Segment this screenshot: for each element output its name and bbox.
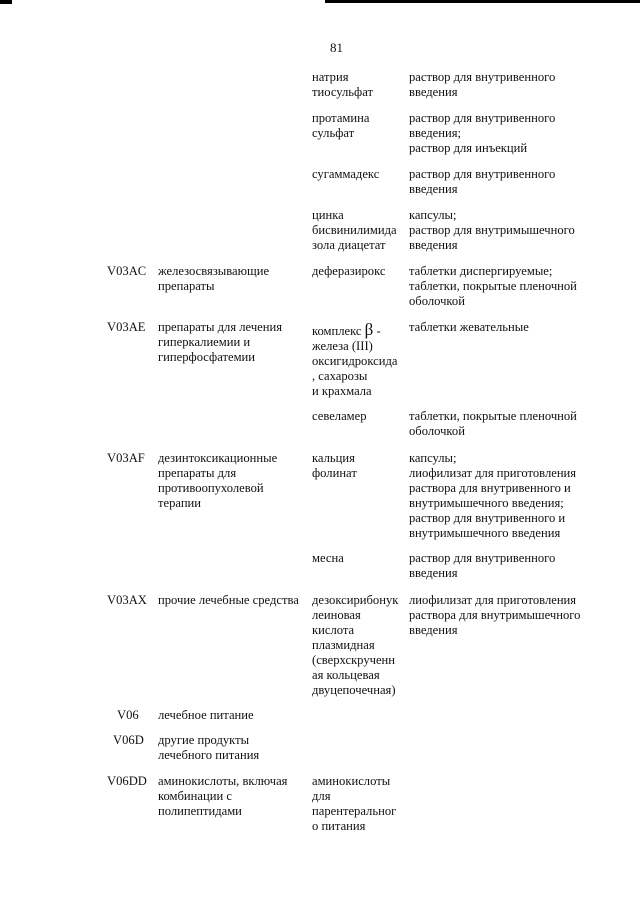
group-name: железосвязывающие препараты xyxy=(158,264,270,293)
drug-name: протамина сульфат xyxy=(312,111,370,140)
group-name: прочие лечебные средства xyxy=(158,593,299,607)
group-name: другие продукты лечебного питания xyxy=(158,733,260,762)
page-number: 81 xyxy=(330,40,343,55)
group-name: лечебное питание xyxy=(158,708,254,722)
atc-code: V03AC xyxy=(107,264,147,278)
dosage-form: таблетки, покрытые пленочной оболочкой xyxy=(409,409,577,438)
group-name: аминокислоты, включая комбинации с полипептидами xyxy=(158,774,288,818)
atc-code: V06DD xyxy=(107,774,147,788)
dosage-form: капсулы; раствор для внутримышечного введения xyxy=(409,208,575,252)
group-name: дезинтоксикационные препараты для противоопухолевой терапии xyxy=(158,451,278,510)
drug-name: натрия тиосульфат xyxy=(312,70,373,99)
dosage-form: лиофилизат для приготовления раствора для внутримышечного введения xyxy=(409,593,581,637)
group-name: препараты для лечения гиперкалиемии и гиперфосфатемии xyxy=(158,320,283,364)
dosage-form: раствор для внутривенного введения xyxy=(409,70,556,99)
dosage-form: раствор для внутривенного введения xyxy=(409,167,556,196)
scan-mark-top xyxy=(325,0,640,3)
drug-name: месна xyxy=(312,551,344,565)
atc-code: V06 xyxy=(117,708,139,722)
atc-code: V03AF xyxy=(107,451,145,465)
drug-name: сугаммадекс xyxy=(312,167,380,181)
atc-code: V03AE xyxy=(107,320,146,334)
dosage-form: таблетки жевательные xyxy=(409,320,529,334)
drug-name: севеламер xyxy=(312,409,367,423)
drug-name: аминокислоты для парентеральног о питания xyxy=(312,774,397,833)
atc-code: V06D xyxy=(113,733,144,747)
beta-symbol: β xyxy=(364,320,374,339)
atc-code: V03AX xyxy=(107,593,147,607)
scan-mark-left xyxy=(0,0,12,4)
drug-name: цинка бисвинилимида зола диацетат xyxy=(312,208,397,252)
drug-name: железа (III) оксигидроксида , сахарозы и крахмала xyxy=(312,339,398,398)
drug-name: дезоксирибонук леиновая кислота плазмидная (сверхскрученн ая кольцевая двуцепочечная) xyxy=(312,593,399,697)
drug-name-suffix: - xyxy=(373,324,381,338)
dosage-form: раствор для внутривенного введения xyxy=(409,551,556,580)
drug-name-prefix: комплекс xyxy=(312,324,365,338)
dosage-form: таблетки диспергируемые; таблетки, покрытые пленочной оболочкой xyxy=(409,264,577,308)
dosage-form: капсулы; лиофилизат для приготовления раствора для внутривенного и внутримышечного введения; раствор для внутривенного и внутримышечного введения xyxy=(409,451,577,540)
drug-name: кальция фолинат xyxy=(312,451,357,480)
drug-name: деферазирокс xyxy=(312,264,386,278)
dosage-form: раствор для внутривенного введения; раствор для инъекций xyxy=(409,111,556,155)
drug-name-first-line xyxy=(312,320,404,339)
